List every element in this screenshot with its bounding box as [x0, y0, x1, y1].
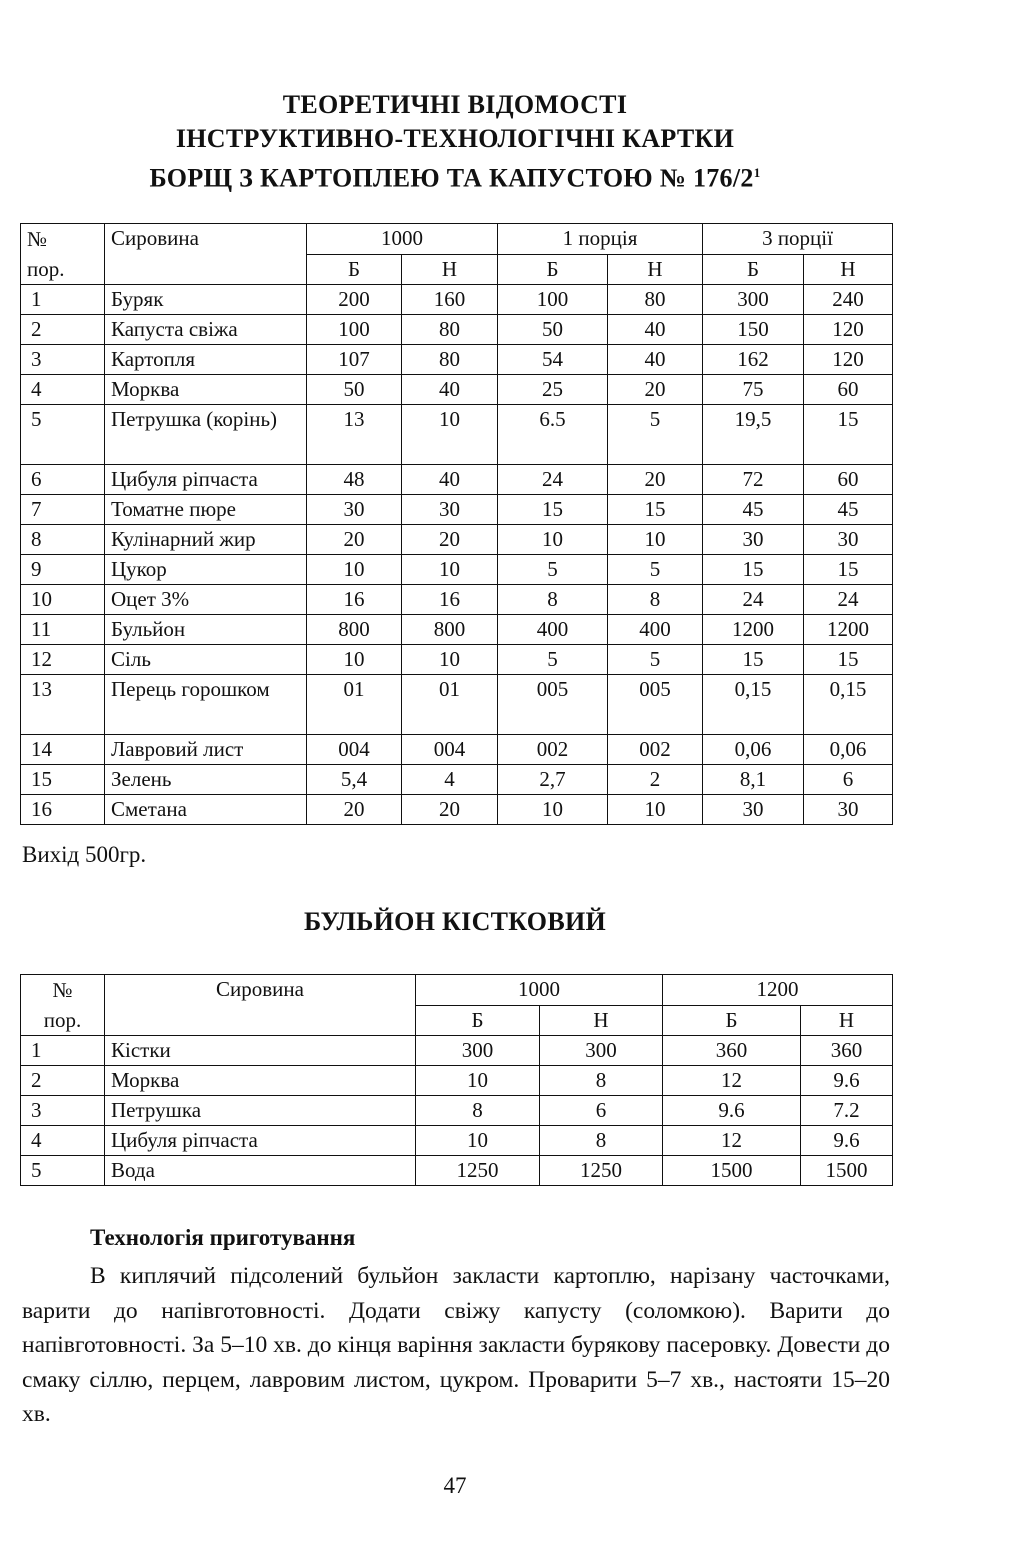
- quantity-cell: 16: [402, 585, 498, 615]
- quantity-cell: 19,5: [703, 405, 804, 465]
- quantity-cell: 10: [402, 405, 498, 465]
- quantity-cell: 400: [608, 615, 703, 645]
- table-row: [21, 1036, 893, 1066]
- col-header-raw-material: Сировина: [105, 224, 307, 285]
- quantity-cell: 0,15: [703, 675, 804, 735]
- technology-text: В киплячий підсолений бульйон закласти картоплю, нарізану часточками, варити до напівготовності. Додати свіжу капусту (соломкою). Варити до напівготовності. За 5–10 хв. до кінця варіння закласти бурякову пасеровку. Довести до смаку сіллю, перцем, лавровим листом, цукром. Проварити 5–7 хв., настояти 15–20 хв.: [22, 1263, 890, 1427]
- col-header-number-sign: №: [52, 978, 73, 1002]
- quantity-cell: 10: [498, 525, 608, 555]
- table-row: [21, 315, 893, 345]
- quantity-cell: 10: [608, 795, 703, 825]
- quantity-cell: 005: [498, 675, 608, 735]
- quantity-cell: 12: [663, 1126, 801, 1156]
- quantity-cell: 10: [608, 525, 703, 555]
- col-group-1000: 1000: [307, 224, 498, 255]
- quantity-cell: 300: [416, 1036, 540, 1066]
- ingredient-name: Зелень: [105, 765, 307, 795]
- row-number: 16: [21, 795, 105, 825]
- quantity-cell: 1500: [801, 1156, 893, 1186]
- quantity-cell: 004: [307, 735, 402, 765]
- table-row: [21, 1126, 893, 1156]
- col-header-number: [21, 224, 105, 285]
- quantity-cell: 800: [307, 615, 402, 645]
- table-row: [21, 285, 893, 315]
- col-group-3-portions: 3 порції: [703, 224, 893, 255]
- quantity-cell: 15: [703, 555, 804, 585]
- col-header-gross: Б: [663, 1005, 801, 1036]
- table-row: [21, 405, 893, 465]
- quantity-cell: 48: [307, 465, 402, 495]
- quantity-cell: 20: [402, 795, 498, 825]
- row-number: 4: [21, 375, 105, 405]
- quantity-cell: 6.5: [498, 405, 608, 465]
- col-header-net: Н: [804, 254, 893, 285]
- table-row: [21, 1156, 893, 1186]
- bone-broth-ingredients-table: [20, 974, 893, 1186]
- quantity-cell: 360: [663, 1036, 801, 1066]
- table-row: [21, 345, 893, 375]
- row-number: 15: [21, 765, 105, 795]
- quantity-cell: 004: [402, 735, 498, 765]
- quantity-cell: 15: [608, 495, 703, 525]
- quantity-cell: 13: [307, 405, 402, 465]
- ingredient-name: Цукор: [105, 555, 307, 585]
- col-header-net: Н: [540, 1005, 663, 1036]
- quantity-cell: 01: [402, 675, 498, 735]
- quantity-cell: 40: [608, 315, 703, 345]
- ingredient-name: Морква: [105, 375, 307, 405]
- ingredient-name: Перець горошком: [105, 675, 307, 735]
- quantity-cell: 40: [402, 375, 498, 405]
- row-number: 13: [21, 675, 105, 735]
- quantity-cell: 10: [402, 645, 498, 675]
- col-group-1-portion: 1 порція: [498, 224, 703, 255]
- quantity-cell: 30: [703, 525, 804, 555]
- table-row: [21, 1096, 893, 1126]
- quantity-cell: 8: [416, 1096, 540, 1126]
- row-number: 10: [21, 585, 105, 615]
- quantity-cell: 45: [703, 495, 804, 525]
- quantity-cell: 120: [804, 315, 893, 345]
- recipe-title-text: БОРЩ З КАРТОПЛЕЮ ТА КАПУСТОЮ № 176/2: [149, 163, 754, 193]
- col-group-1000: 1000: [416, 975, 663, 1006]
- col-header-number: [21, 975, 105, 1036]
- row-number: 2: [21, 315, 105, 345]
- table-row: [21, 675, 893, 735]
- quantity-cell: 20: [307, 525, 402, 555]
- quantity-cell: 2,7: [498, 765, 608, 795]
- quantity-cell: 72: [703, 465, 804, 495]
- quantity-cell: 20: [608, 465, 703, 495]
- ingredient-name: Лавровий лист: [105, 735, 307, 765]
- col-header-net: Н: [801, 1005, 893, 1036]
- col-header-gross: Б: [703, 254, 804, 285]
- col-header-net: Н: [608, 254, 703, 285]
- quantity-cell: 12: [663, 1066, 801, 1096]
- quantity-cell: 24: [703, 585, 804, 615]
- quantity-cell: 10: [416, 1066, 540, 1096]
- quantity-cell: 160: [402, 285, 498, 315]
- quantity-cell: 6: [804, 765, 893, 795]
- quantity-cell: 60: [804, 465, 893, 495]
- quantity-cell: 15: [703, 645, 804, 675]
- heading-cards: ІНСТРУКТИВНО-ТЕХНОЛОГІЧНІ КАРТКИ: [175, 124, 735, 153]
- quantity-cell: 8: [540, 1126, 663, 1156]
- row-number: 11: [21, 615, 105, 645]
- quantity-cell: 24: [498, 465, 608, 495]
- quantity-cell: 10: [416, 1126, 540, 1156]
- quantity-cell: 24: [804, 585, 893, 615]
- table-row: [21, 585, 893, 615]
- quantity-cell: 30: [804, 795, 893, 825]
- quantity-cell: 75: [703, 375, 804, 405]
- table-row: [21, 1066, 893, 1096]
- page-number: 47: [443, 1473, 467, 1498]
- quantity-cell: 300: [703, 285, 804, 315]
- row-number: 4: [21, 1126, 105, 1156]
- row-number: 8: [21, 525, 105, 555]
- table-row: [21, 765, 893, 795]
- heading-theory: ТЕОРЕТИЧНІ ВІДОМОСТІ: [282, 90, 628, 119]
- table-row: [21, 495, 893, 525]
- quantity-cell: 100: [498, 285, 608, 315]
- quantity-cell: 50: [307, 375, 402, 405]
- quantity-cell: 16: [307, 585, 402, 615]
- row-number: 12: [21, 645, 105, 675]
- ingredient-name: Сіль: [105, 645, 307, 675]
- table-row: [21, 795, 893, 825]
- ingredient-name: Оцет 3%: [105, 585, 307, 615]
- col-header-gross: Б: [307, 254, 402, 285]
- quantity-cell: 107: [307, 345, 402, 375]
- quantity-cell: 80: [402, 345, 498, 375]
- quantity-cell: 10: [307, 645, 402, 675]
- col-header-gross: Б: [498, 254, 608, 285]
- quantity-cell: 15: [804, 405, 893, 465]
- ingredient-name: Кулінарний жир: [105, 525, 307, 555]
- row-number: 1: [21, 285, 105, 315]
- quantity-cell: 1250: [416, 1156, 540, 1186]
- quantity-cell: 4: [402, 765, 498, 795]
- ingredient-name: Картопля: [105, 345, 307, 375]
- quantity-cell: 1500: [663, 1156, 801, 1186]
- technology-heading: Технологія приготування: [90, 1225, 356, 1250]
- quantity-cell: 54: [498, 345, 608, 375]
- quantity-cell: 1200: [703, 615, 804, 645]
- quantity-cell: 6: [540, 1096, 663, 1126]
- heading-bone-broth: БУЛЬЙОН КІСТКОВИЙ: [303, 907, 607, 936]
- quantity-cell: 15: [498, 495, 608, 525]
- quantity-cell: 800: [402, 615, 498, 645]
- row-number: 6: [21, 465, 105, 495]
- quantity-cell: 002: [498, 735, 608, 765]
- table-row: [21, 375, 893, 405]
- quantity-cell: 162: [703, 345, 804, 375]
- quantity-cell: 360: [801, 1036, 893, 1066]
- quantity-cell: 5: [498, 555, 608, 585]
- col-group-1200: 1200: [663, 975, 893, 1006]
- ingredient-name: Петрушка (корінь): [105, 405, 307, 465]
- quantity-cell: 30: [804, 525, 893, 555]
- table-row: [21, 615, 893, 645]
- ingredient-name: Цибуля ріпчаста: [105, 1126, 416, 1156]
- row-number: 3: [21, 345, 105, 375]
- quantity-cell: 50: [498, 315, 608, 345]
- col-header-gross: Б: [416, 1005, 540, 1036]
- quantity-cell: 30: [402, 495, 498, 525]
- table-row: [21, 465, 893, 495]
- quantity-cell: 5,4: [307, 765, 402, 795]
- recipe-title-footnote: 1: [753, 165, 761, 180]
- row-number: 2: [21, 1066, 105, 1096]
- quantity-cell: 8,1: [703, 765, 804, 795]
- quantity-cell: 002: [608, 735, 703, 765]
- quantity-cell: 9.6: [663, 1096, 801, 1126]
- quantity-cell: 300: [540, 1036, 663, 1066]
- quantity-cell: 0,06: [703, 735, 804, 765]
- table-row: [21, 555, 893, 585]
- quantity-cell: 10: [307, 555, 402, 585]
- quantity-cell: 30: [307, 495, 402, 525]
- quantity-cell: 1250: [540, 1156, 663, 1186]
- row-number: 3: [21, 1096, 105, 1126]
- row-number: 14: [21, 735, 105, 765]
- ingredient-name: Кістки: [105, 1036, 416, 1066]
- quantity-cell: 5: [608, 555, 703, 585]
- col-header-net: Н: [402, 254, 498, 285]
- quantity-cell: 80: [402, 315, 498, 345]
- row-number: 1: [21, 1036, 105, 1066]
- quantity-cell: 25: [498, 375, 608, 405]
- ingredient-name: Бульйон: [105, 615, 307, 645]
- quantity-cell: 60: [804, 375, 893, 405]
- quantity-cell: 45: [804, 495, 893, 525]
- col-header-number-abbr: пор.: [27, 257, 65, 281]
- ingredient-name: Цибуля ріпчаста: [105, 465, 307, 495]
- quantity-cell: 15: [804, 555, 893, 585]
- row-number: 5: [21, 405, 105, 465]
- quantity-cell: 0,15: [804, 675, 893, 735]
- ingredient-name: Капуста свіжа: [105, 315, 307, 345]
- quantity-cell: 005: [608, 675, 703, 735]
- table-row: [21, 645, 893, 675]
- quantity-cell: 8: [498, 585, 608, 615]
- quantity-cell: 10: [498, 795, 608, 825]
- table-row: [21, 735, 893, 765]
- col-header-number-abbr: пор.: [43, 1008, 82, 1032]
- quantity-cell: 15: [804, 645, 893, 675]
- row-number: 9: [21, 555, 105, 585]
- heading-recipe-title: [0, 154, 910, 198]
- quantity-cell: 20: [402, 525, 498, 555]
- quantity-cell: 5: [608, 645, 703, 675]
- quantity-cell: 2: [608, 765, 703, 795]
- quantity-cell: 40: [608, 345, 703, 375]
- quantity-cell: 0,06: [804, 735, 893, 765]
- quantity-cell: 9.6: [801, 1126, 893, 1156]
- quantity-cell: 10: [402, 555, 498, 585]
- quantity-cell: 240: [804, 285, 893, 315]
- quantity-cell: 200: [307, 285, 402, 315]
- quantity-cell: 100: [307, 315, 402, 345]
- row-number: 7: [21, 495, 105, 525]
- borshch-ingredients-table: [20, 223, 893, 825]
- ingredient-name: Сметана: [105, 795, 307, 825]
- quantity-cell: 120: [804, 345, 893, 375]
- col-header-number-sign: №: [27, 227, 48, 251]
- quantity-cell: 1200: [804, 615, 893, 645]
- quantity-cell: 20: [307, 795, 402, 825]
- quantity-cell: 7.2: [801, 1096, 893, 1126]
- quantity-cell: 5: [498, 645, 608, 675]
- output-yield: Вихід 500гр.: [22, 842, 147, 867]
- quantity-cell: 9.6: [801, 1066, 893, 1096]
- quantity-cell: 30: [703, 795, 804, 825]
- ingredient-name: Томатне пюре: [105, 495, 307, 525]
- quantity-cell: 40: [402, 465, 498, 495]
- ingredient-name: Морква: [105, 1066, 416, 1096]
- col-header-raw-material: Сировина: [105, 975, 416, 1036]
- ingredient-name: Буряк: [105, 285, 307, 315]
- quantity-cell: 150: [703, 315, 804, 345]
- quantity-cell: 01: [307, 675, 402, 735]
- ingredient-name: Петрушка: [105, 1096, 416, 1126]
- quantity-cell: 400: [498, 615, 608, 645]
- quantity-cell: 80: [608, 285, 703, 315]
- quantity-cell: 8: [540, 1066, 663, 1096]
- quantity-cell: 5: [608, 405, 703, 465]
- quantity-cell: 8: [608, 585, 703, 615]
- row-number: 5: [21, 1156, 105, 1186]
- quantity-cell: 20: [608, 375, 703, 405]
- table-row: [21, 525, 893, 555]
- ingredient-name: Вода: [105, 1156, 416, 1186]
